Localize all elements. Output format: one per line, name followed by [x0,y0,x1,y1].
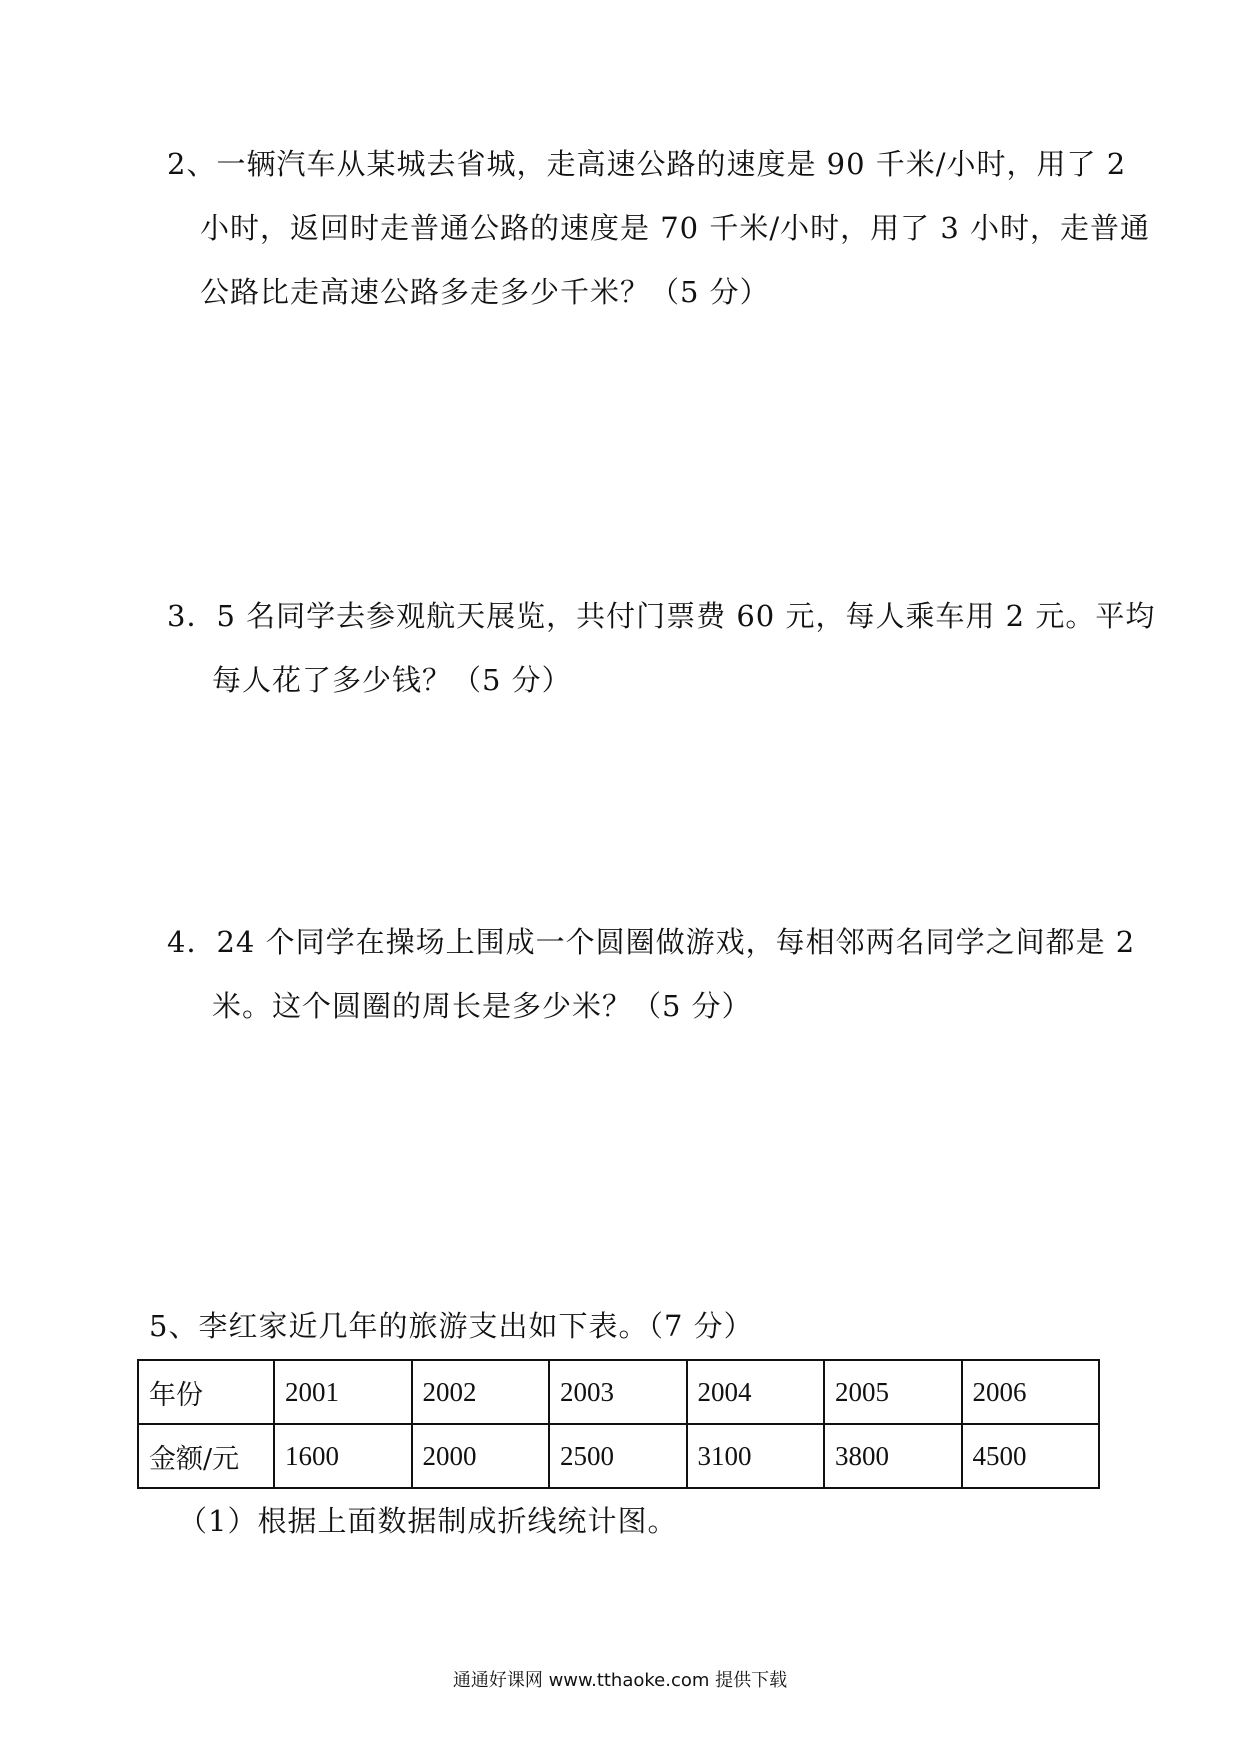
amount-cell: 2500 [549,1424,687,1488]
question-4-line-2: 米。这个圆圈的周长是多少米？（5 分） [212,989,752,1023]
amount-cell: 3800 [824,1424,962,1488]
question-3-line-2: 每人花了多少钱？（5 分） [212,663,572,697]
year-cell: 2006 [962,1360,1100,1424]
year-cell: 2001 [274,1360,412,1424]
year-cell: 2002 [412,1360,550,1424]
table-row-amounts [138,1424,1099,1488]
question-3-line-1: 3．5 名同学去参观航天展览，共付门票费 60 元，每人乘车用 2 元。平均 [167,599,1156,633]
question-2-line-3: 公路比走高速公路多走多少千米？（5 分） [200,275,770,309]
amount-cell: 4500 [962,1424,1100,1488]
travel-expense-table [137,1359,1100,1489]
question-5-title: 5、李红家近几年的旅游支出如下表。（7 分） [149,1309,754,1343]
question-2-line-2: 小时，返回时走普通公路的速度是 70 千米/小时，用了 3 小时，走普通 [200,211,1150,245]
question-4-line-1: 4．24 个同学在操场上围成一个圆圈做游戏，每相邻两名同学之间都是 2 [167,925,1136,959]
year-header-cell: 年份 [138,1360,274,1424]
amount-cell: 1600 [274,1424,412,1488]
question-2-line-1: 2、一辆汽车从某城去省城，走高速公路的速度是 90 千米/小时，用了 2 [167,147,1127,181]
year-cell: 2003 [549,1360,687,1424]
year-cell: 2005 [824,1360,962,1424]
table-row-years [138,1360,1099,1424]
amount-header-cell: 金额/元 [138,1424,274,1488]
year-cell: 2004 [687,1360,825,1424]
question-5-subquestion-1: （1）根据上面数据制成折线统计图。 [178,1504,678,1538]
amount-cell: 3100 [687,1424,825,1488]
amount-cell: 2000 [412,1424,550,1488]
footer-source: 通通好课网 www.tthaoke.com 提供下载 [452,1670,788,1691]
